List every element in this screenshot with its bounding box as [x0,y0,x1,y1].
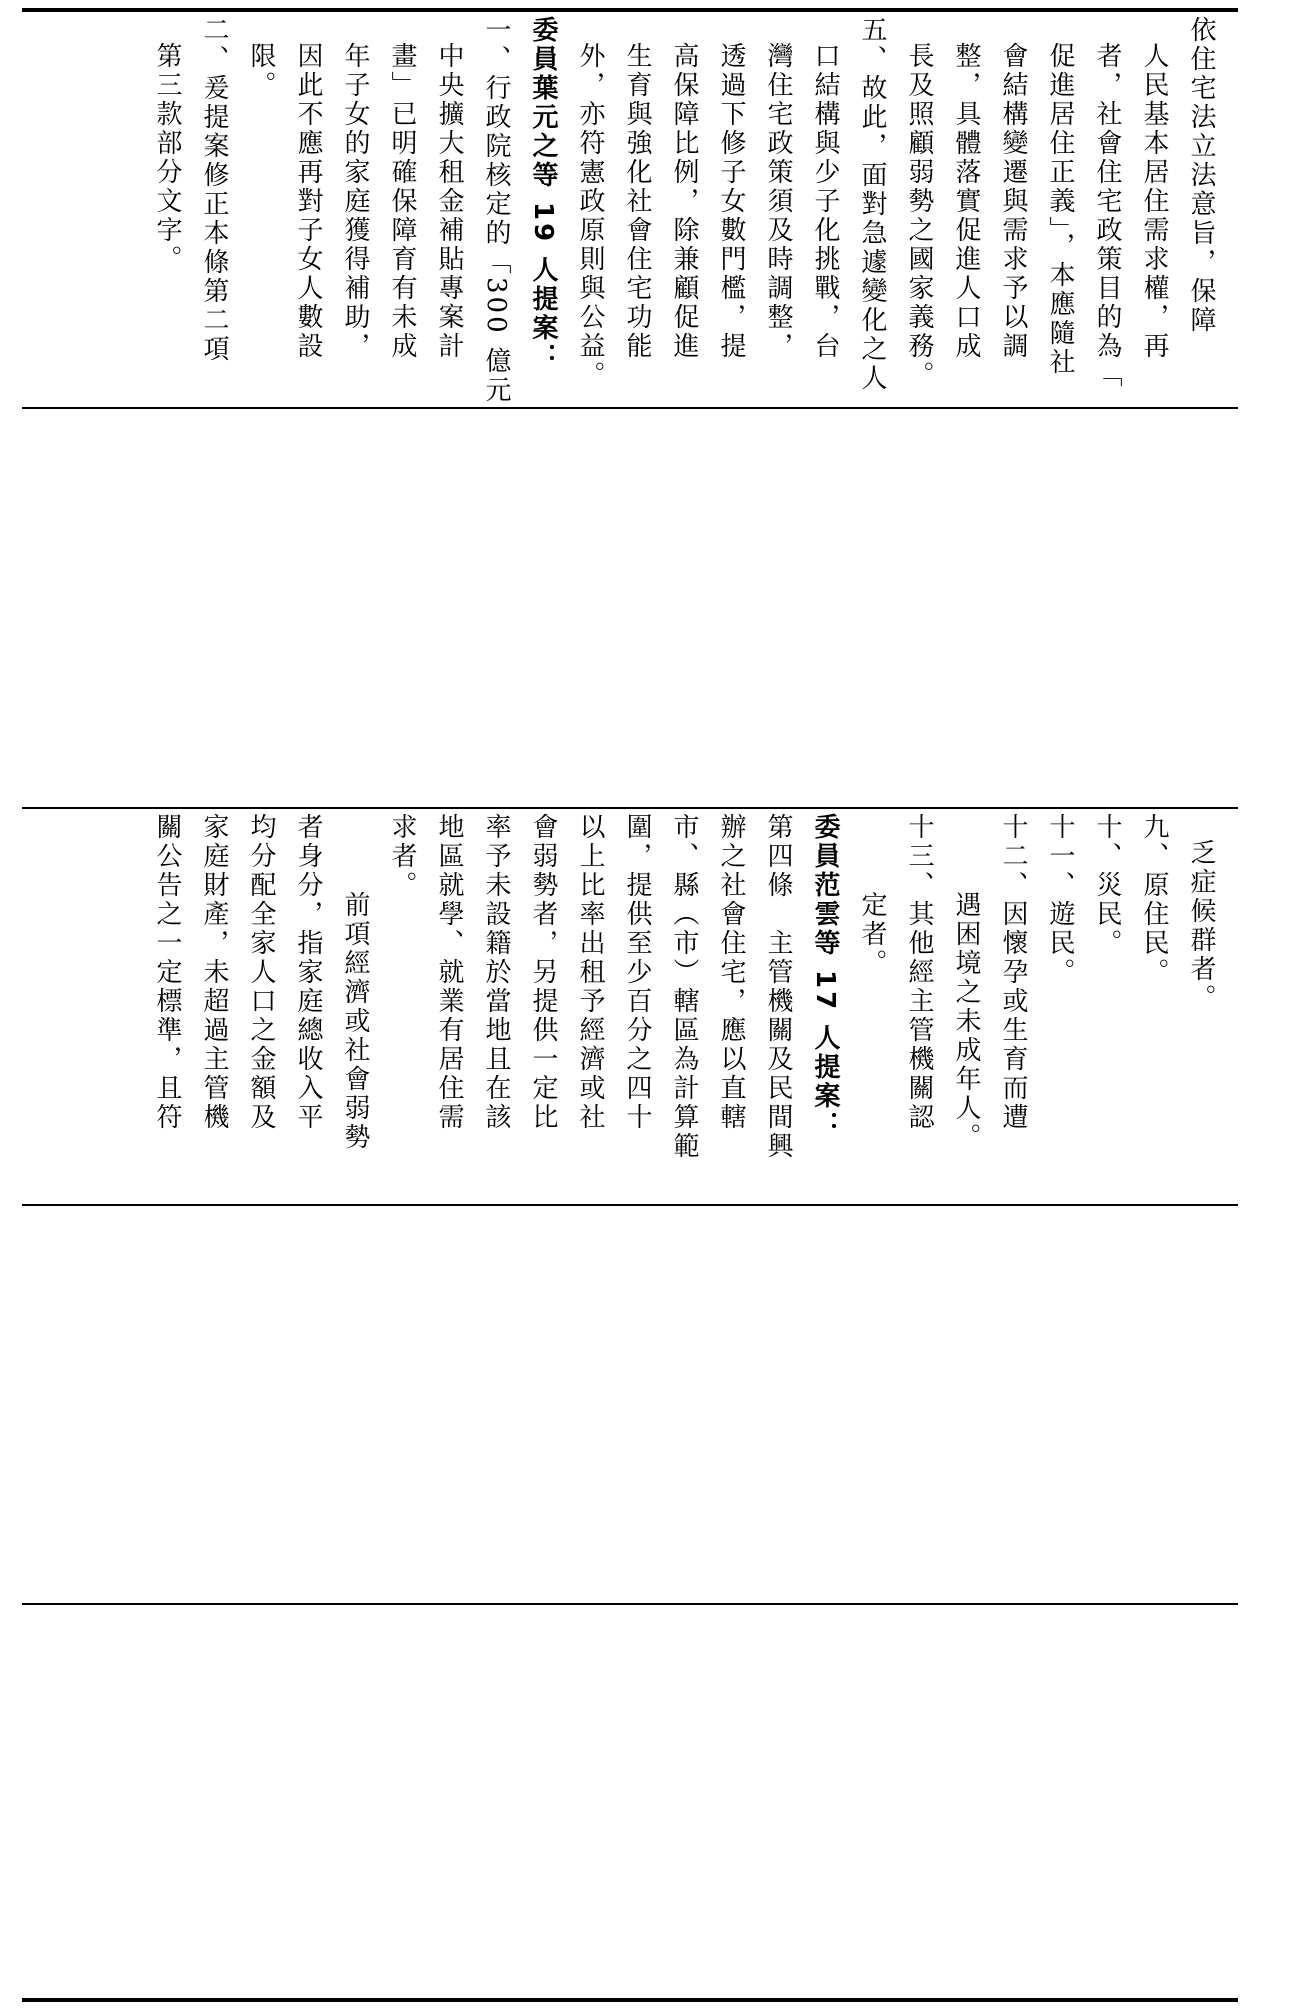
block2-line: 十、災民。 [1092,813,1122,958]
block2-line: 乏症候群者。 [1186,839,1216,1013]
block1-line: 一、行政院核定的「300 億元 [481,16,511,405]
block1-line: 會結構變遷與需求予以調 [998,42,1028,361]
block2-line: 辦之社會住宅，應以直轄 [716,813,746,1132]
block1-line: 依住宅法立法意旨，保障 [1186,16,1216,335]
block1-line: 第三款部分文字。 [152,42,182,274]
block2-line: 市、縣（市）轄區為計算範 [669,813,699,1161]
block1-line: 整，具體落實促進人口成 [951,42,981,361]
block2-line: 會弱勢者，另提供一定比 [528,813,558,1132]
block2-line: 九、原住民。 [1139,813,1169,987]
bottom-border [22,1998,1238,2002]
block1-line: 生育與強化社會住宅功能 [622,42,652,361]
block1-line: 人民基本居住需求權，再 [1139,42,1169,361]
empty-cell-3 [22,1605,1238,1998]
block2-line: 第四條 主管機關及民間興 [763,813,793,1161]
block2-line: 關公告之一定標準，且符 [152,813,182,1132]
block2-line: 家庭財產，未超過主管機 [199,813,229,1132]
block2-line: 十三、其他經主管機關認 [904,813,934,1132]
block2-line: 率予未設籍於當地且在該 [481,813,511,1132]
block2-line: 十一、遊民。 [1045,813,1075,987]
block1-line: 委員葉元之等 19 人提案： [528,16,558,373]
block1-line: 者，社會住宅政策目的為「 [1092,42,1122,390]
empty-cell-2 [22,1206,1238,1603]
empty-cell-1 [22,409,1238,807]
block2-line: 以上比率出租予經濟或社 [575,813,605,1132]
block1-line: 中央擴大租金補貼專案計 [434,42,464,361]
block2-line: 委員范雲等 17 人提案： [810,813,840,1141]
vertical-text-column-1 [143,16,1224,403]
block2-line: 前項經濟或社會弱勢 [340,891,370,1152]
block1-line: 年子女的家庭獲得補助， [340,42,370,361]
block2-line: 遇困境之未成年人。 [951,891,981,1152]
block2-line: 圍，提供至少百分之四十 [622,813,652,1132]
block2-line: 地區就學、就業有居住需 [434,813,464,1132]
block1-line: 口結構與少子化挑戰，台 [810,42,840,361]
block1-line: 灣住宅政策須及時調整， [763,42,793,361]
block1-line: 促進居住正義」，本應隨社 [1045,42,1075,377]
text-block-1 [22,12,1238,407]
block1-line: 長及照顧弱勢之國家義務。 [904,42,934,390]
text-block-2 [22,809,1238,1204]
block2-line: 定者。 [857,891,887,978]
block2-line: 十二、因懷孕或生育而遭 [998,813,1028,1132]
block1-line: 因此不應再對子女人數設 [293,42,323,361]
block1-line: 五、故此，面對急遽變化之人 [857,16,887,393]
block2-line: 求者。 [387,813,417,900]
vertical-text-column-2 [143,813,1224,1200]
block1-line: 透過下修子女數門檻，提 [716,42,746,361]
block1-line: 高保障比例，除兼顧促進 [669,42,699,361]
block2-line: 者身分，指家庭總收入平 [293,813,323,1132]
block1-line: 限。 [246,42,276,100]
block1-line: 外，亦符憲政原則與公益。 [575,42,605,390]
block1-line: 畫」已明確保障育有未成 [387,42,417,361]
block2-line: 均分配全家人口之金額及 [246,813,276,1132]
block1-line: 二、爰提案修正本條第二項 [199,16,229,364]
